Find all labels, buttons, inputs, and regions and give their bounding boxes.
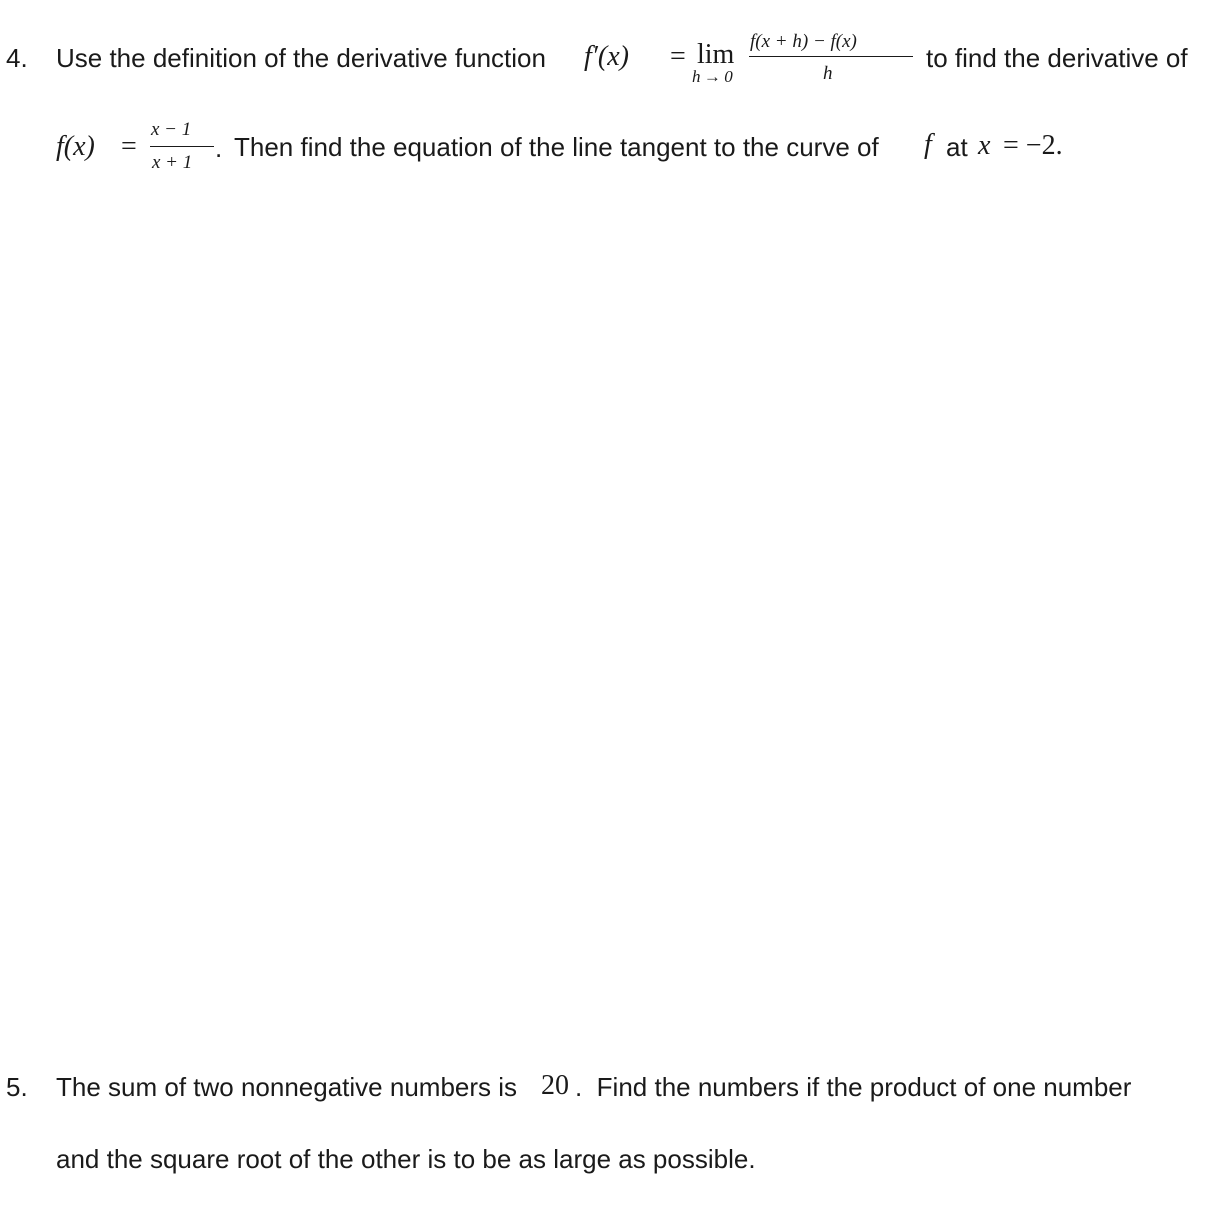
function-name: f(x) xyxy=(56,131,95,162)
difference-quotient-denominator: h xyxy=(823,63,833,84)
x-variable: x xyxy=(978,130,991,161)
problem-5-line1-a: The sum of two nonnegative numbers is xyxy=(56,1072,518,1102)
problem-4-number: 4. xyxy=(6,43,28,73)
function-period: . xyxy=(215,133,223,163)
function-denominator: x + 1 xyxy=(152,152,193,173)
function-numerator: x − 1 xyxy=(151,119,192,140)
difference-quotient-numerator: f(x + h) − f(x) xyxy=(750,31,857,52)
problem-4-intro: Use the definition of the derivative function xyxy=(56,43,546,73)
problem-4-at-text: at xyxy=(946,132,968,162)
problem-4-then-text: Then find the equation of the line tangent to the curve of xyxy=(234,132,879,162)
sum-value: 20 xyxy=(541,1070,569,1101)
x-value: = −2. xyxy=(1003,130,1063,161)
problem-4-after-limit: to find the derivative of xyxy=(926,43,1188,73)
problem-5-line1-b: . Find the numbers if the product of one number xyxy=(575,1072,1132,1102)
limit-operator: lim xyxy=(697,39,735,70)
derivative-symbol: f′(x) xyxy=(584,41,629,72)
limit-subscript: h → 0 xyxy=(692,67,733,86)
problem-5-number: 5. xyxy=(6,1072,28,1102)
equals-sign: = xyxy=(670,41,686,72)
function-fraction-bar xyxy=(150,146,214,147)
f-variable: f xyxy=(924,129,932,160)
difference-quotient-bar xyxy=(749,56,913,57)
problem-5-line2: and the square root of the other is to be as large as possible. xyxy=(56,1144,756,1174)
equals-sign-2: = xyxy=(121,131,137,162)
